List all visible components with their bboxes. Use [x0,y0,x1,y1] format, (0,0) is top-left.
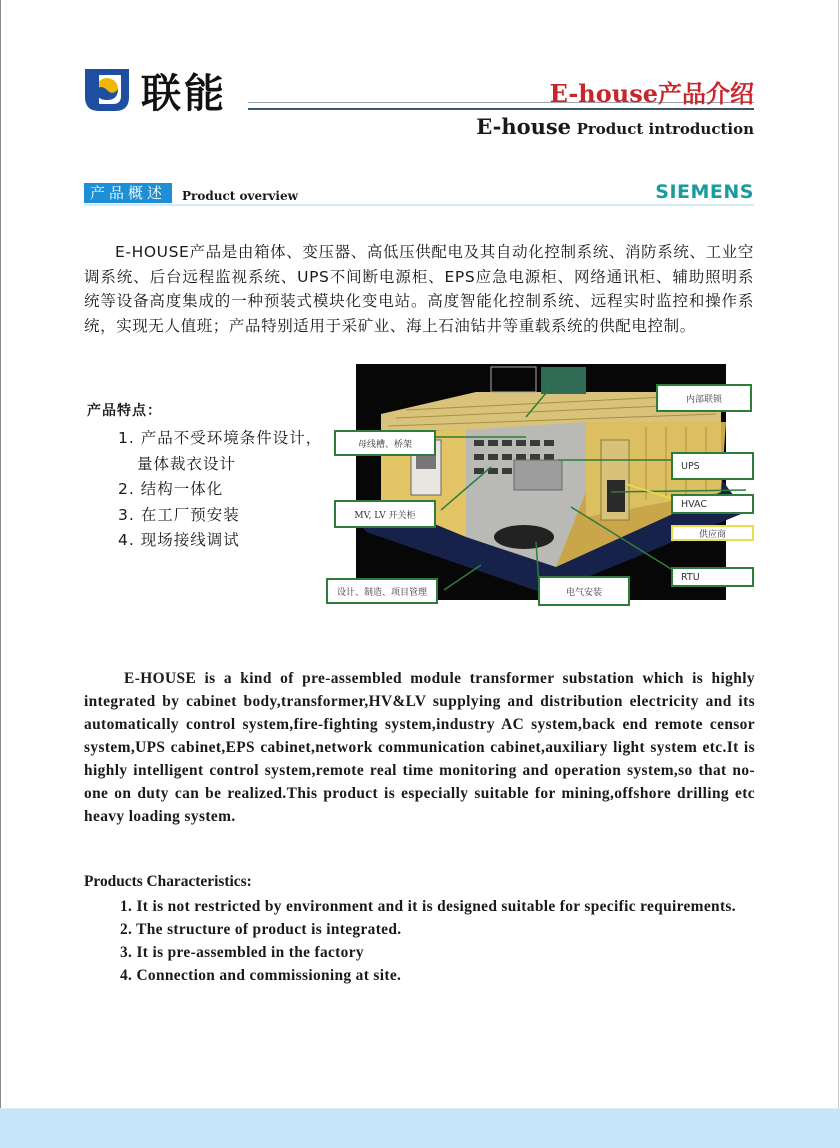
list-item [118,503,322,529]
item-number: 1. [118,429,135,447]
item-text: 结构一体化 [140,480,224,498]
list-item [118,426,322,452]
callout-design: 设计、制造、项目管理 [326,578,438,604]
section-tag-cn: 产品概述 [84,183,172,203]
callout-ups: UPS [671,452,754,480]
callout-electrical: 电气安装 [538,576,630,606]
callout-interlock: 内部联锁 [656,384,752,412]
item-text: 在工厂预安装 [140,505,240,524]
page-title-en [476,114,754,139]
e-house-cutaway-diagram [326,362,756,610]
callout-switchgear: MV, LV 开关柜 [334,500,436,528]
footer-band [0,1108,840,1148]
item-text: 现场接线调试 [140,531,240,549]
item-number: 3. [118,505,135,524]
callout-rtu: RTU [671,567,754,587]
callout-busbar: 母线槽、桥架 [334,430,436,456]
page-title-cn: E-house产品介绍 [549,79,754,108]
section-tag-en: Product overview [182,189,298,203]
page-border-left [0,0,1,1108]
item-text: 产品不受环境条件设计， [140,429,323,447]
page-title-en-sub: Product introduction [576,120,754,138]
list-item [118,528,322,554]
item-number: 2. [118,480,135,498]
list-item: 3. It is pre-assembled in the factory [120,944,364,961]
siemens-logo: SIEMENS [655,181,754,203]
list-item-continuation: 量体裁衣设计 [137,454,237,473]
intro-cn: E-HOUSE产品是由箱体、变压器、高低压供配电及其自动化控制系统、消防系统、工业空调系统、后台远程监视系统、UPS不间断电源柜、EPS应急电源柜、网络通讯柜、辅助照明系统等设备高度集成的一种预装式模块化变电站。高度智能化控制系统、远程实时监控和操作系统，实现无人值班；产品特别适用于采矿业、海上石油钻井等重载系统的供配电控制。 [84,243,754,335]
list-item: 2. The structure of product is integrated. [120,921,402,938]
page-border-right [838,0,839,1108]
lianneng-logo-icon [83,67,131,113]
features-cn-title: 产品特点： [87,403,162,419]
brand-name: 联能 [141,71,227,117]
list-item: 1. It is not restricted by environment and it is designed suitable for specific requirements. [120,898,736,915]
list-item [118,477,322,503]
page-title-en-main: E-house [476,114,572,139]
section-divider [84,204,754,206]
features-cn-list [118,426,322,554]
features-en-title: Products Characteristics: [84,873,252,890]
item-number: 4. [118,531,135,549]
callout-hvac: HVAC [671,494,754,514]
intro-en: E-HOUSE is a kind of pre-assembled module transformer substation which is highly integrated by cabinet body,transformer,HV&LV supplying and distribution electricity and its automatically control system,fire-fighting system,industry AC system,back end remote censor system,UPS cabinet,EPS cabinet,network communication cabinet,auxiliary light system etc.It is highly intelligent control system,remote real time monitoring and operation system,so that no-one on duty can be realized.This product is especially suitable for mining,offshore drilling etc heavy loading system. [84,670,755,825]
features-en-list [84,895,755,987]
list-item: 4. Connection and commissioning at site. [120,967,402,984]
callout-supplier: 供应商 [671,525,754,541]
